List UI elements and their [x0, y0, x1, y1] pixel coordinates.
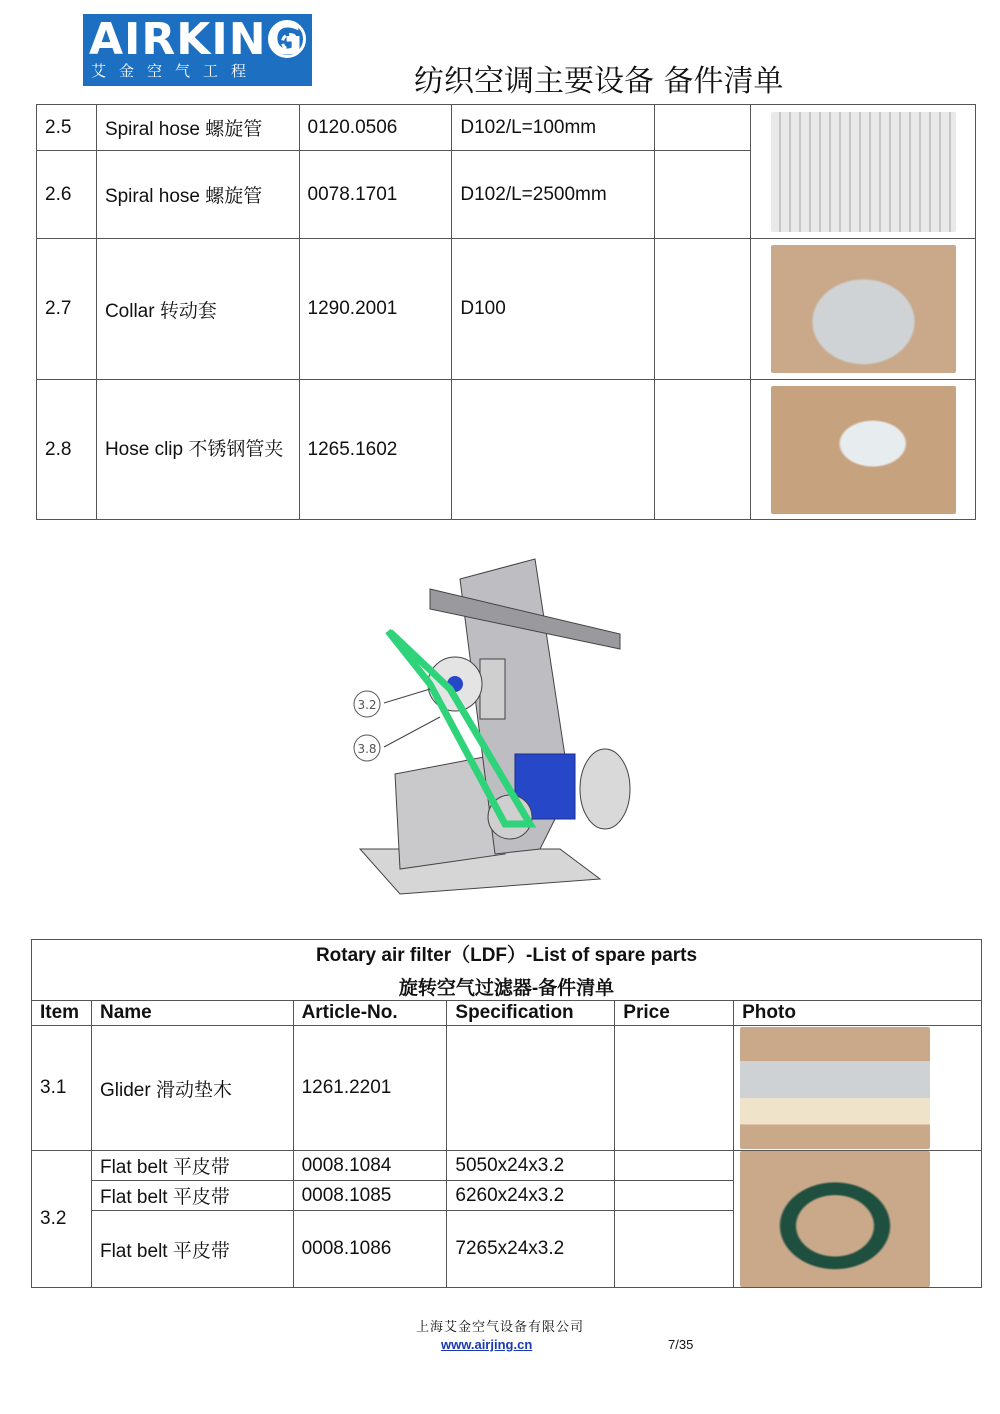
spec-cell: 7265x24x3.2: [447, 1211, 615, 1288]
callout-label: 3.2: [357, 698, 377, 712]
article-cell: 1261.2201: [293, 1026, 447, 1151]
name-cell: Hose clip 不锈钢管夹: [96, 380, 299, 520]
price-cell: [655, 380, 751, 520]
footer-company: 上海艾金空气设备有限公司: [415, 1320, 584, 1335]
spec-cell: D102/L=100mm: [452, 105, 655, 151]
spec-cell: 5050x24x3.2: [447, 1151, 615, 1181]
table-row: [32, 1026, 982, 1151]
item-cell: 2.6: [37, 151, 97, 239]
price-cell: [615, 1151, 734, 1181]
spec-cell: D102/L=2500mm: [452, 151, 655, 239]
header-spec: Specification: [447, 1001, 615, 1026]
photo-cell: [734, 1026, 982, 1151]
page-number: 7/35: [668, 1337, 694, 1352]
document-title: 纺织空调主要设备 备件清单: [414, 64, 784, 99]
header-name: Name: [91, 1001, 293, 1026]
photo-cell: [751, 105, 976, 239]
spec-cell: [447, 1026, 615, 1151]
fan-icon: [268, 20, 306, 58]
price-cell: [615, 1026, 734, 1151]
article-cell: 0008.1086: [293, 1211, 447, 1288]
photo-cell: [751, 380, 976, 520]
footer-website-link[interactable]: www.airjing.cn: [441, 1337, 533, 1352]
item-cell: 2.7: [37, 239, 97, 380]
table-row: [37, 239, 976, 380]
photo-cell: [734, 1151, 982, 1288]
flat-belt-photo: [740, 1151, 930, 1287]
item-cell: 3.2: [32, 1151, 92, 1288]
article-cell: 0120.0506: [299, 105, 452, 151]
table-row: [32, 1151, 982, 1181]
header-row: [32, 1001, 982, 1026]
spiral-hose-photo: [771, 112, 956, 232]
logo-text: AIRKING: [89, 14, 304, 65]
name-cell: Collar 转动套: [96, 239, 299, 380]
spec-cell: [452, 380, 655, 520]
header-article: Article-No.: [293, 1001, 447, 1026]
item-cell: 2.8: [37, 380, 97, 520]
table-row: [37, 380, 976, 520]
rotary-filter-drawing: [300, 549, 640, 921]
glider-photo: [740, 1027, 930, 1149]
name-cell: Flat belt 平皮带: [91, 1181, 293, 1211]
spare-parts-table-2: [31, 939, 982, 1288]
spec-cell: D100: [452, 239, 655, 380]
name-cell: Glider 滑动垫木: [91, 1026, 293, 1151]
name-cell: Spiral hose 螺旋管: [96, 151, 299, 239]
price-cell: [655, 151, 751, 239]
article-cell: 1290.2001: [299, 239, 452, 380]
name-cell: Flat belt 平皮带: [91, 1211, 293, 1288]
name-cell: Flat belt 平皮带: [91, 1151, 293, 1181]
item-cell: 2.5: [37, 105, 97, 151]
logo-subtext: 艾金空气工程: [91, 63, 260, 80]
hose-clip-photo: [771, 386, 956, 514]
price-cell: [615, 1181, 734, 1211]
spec-cell: 6260x24x3.2: [447, 1181, 615, 1211]
callout-label: 3.8: [357, 742, 377, 756]
article-cell: 0078.1701: [299, 151, 452, 239]
article-cell: 0008.1085: [293, 1181, 447, 1211]
price-cell: [615, 1211, 734, 1288]
collar-photo: [771, 245, 956, 373]
name-cell: Spiral hose 螺旋管: [96, 105, 299, 151]
header-photo: Photo: [734, 1001, 982, 1026]
price-cell: [655, 239, 751, 380]
company-logo: [83, 14, 312, 86]
price-cell: [655, 105, 751, 151]
article-cell: 0008.1084: [293, 1151, 447, 1181]
table-row: [37, 105, 976, 151]
header-price: Price: [615, 1001, 734, 1026]
table-caption-row: [32, 940, 982, 1001]
caption-english: Rotary air filter（LDF）-List of spare parts: [315, 945, 698, 966]
header-item: Item: [32, 1001, 92, 1026]
spare-parts-table-1: [36, 104, 976, 520]
photo-cell: [751, 239, 976, 380]
item-cell: 3.1: [32, 1026, 92, 1151]
article-cell: 1265.1602: [299, 380, 452, 520]
table-caption: [32, 940, 982, 1001]
caption-chinese: 旋转空气过滤器-备件清单: [398, 978, 615, 999]
